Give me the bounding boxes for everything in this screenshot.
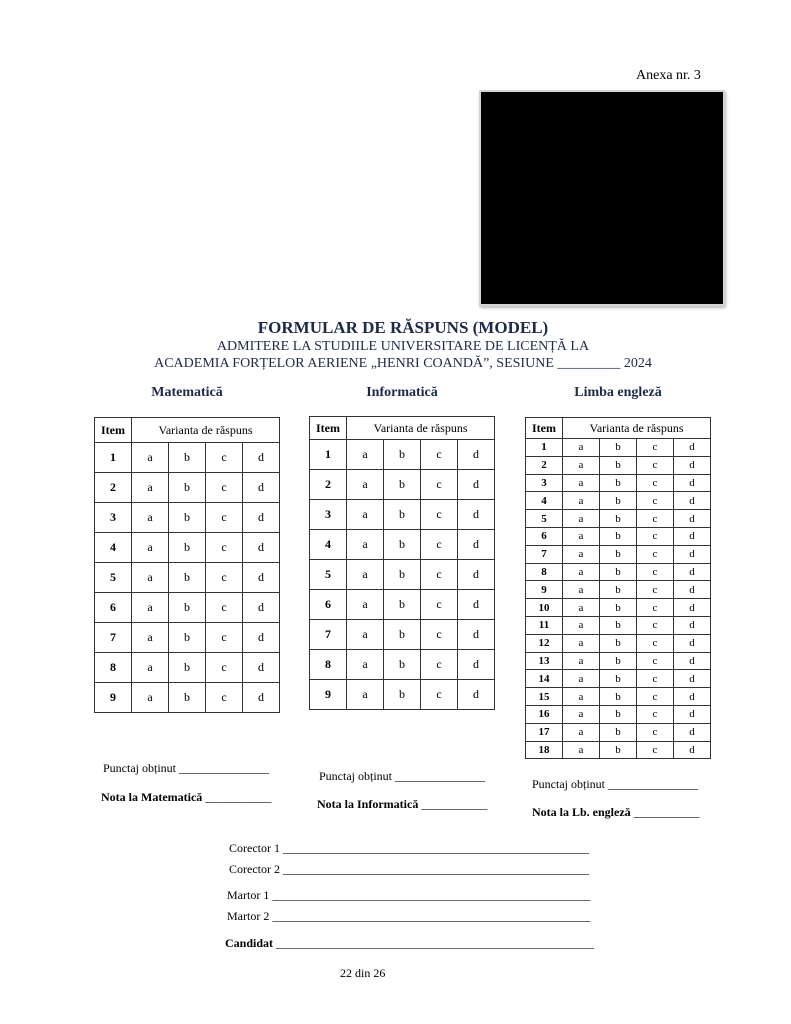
answer-option[interactable]: d [674, 688, 711, 706]
page-number: 22 din 26 [340, 966, 386, 980]
item-header: Item [95, 418, 132, 443]
answer-option[interactable]: b [600, 545, 637, 563]
answer-option[interactable]: d [674, 652, 711, 670]
table-row [95, 473, 280, 503]
answer-option[interactable]: a [132, 473, 169, 503]
answer-option[interactable]: b [600, 492, 637, 510]
answer-option[interactable]: d [458, 470, 495, 500]
answer-option[interactable]: c [421, 500, 458, 530]
answer-option[interactable]: c [206, 563, 243, 593]
answer-option[interactable]: c [206, 623, 243, 653]
table-row [526, 439, 711, 457]
answer-option[interactable]: b [600, 670, 637, 688]
answer-option[interactable]: c [421, 650, 458, 680]
answer-option[interactable]: b [600, 581, 637, 599]
answer-option[interactable]: a [132, 653, 169, 683]
answer-option[interactable]: b [384, 590, 421, 620]
answer-option[interactable]: a [563, 474, 600, 492]
answer-option[interactable]: a [563, 705, 600, 723]
item-number: 4 [95, 533, 132, 563]
answer-option[interactable]: c [637, 510, 674, 528]
table-row [526, 581, 711, 599]
answer-option[interactable]: a [563, 688, 600, 706]
answer-option[interactable]: b [169, 623, 206, 653]
answer-option[interactable]: d [674, 563, 711, 581]
item-header: Item [310, 417, 347, 440]
answer-option[interactable]: b [169, 533, 206, 563]
answer-header: Varianta de răspuns [347, 417, 495, 440]
answer-option[interactable]: d [458, 530, 495, 560]
answer-option[interactable]: d [674, 634, 711, 652]
answer-option[interactable]: a [347, 500, 384, 530]
table-row [526, 652, 711, 670]
answer-option[interactable]: b [384, 500, 421, 530]
grade-blank-math: ___________ [202, 790, 272, 804]
table-row [526, 616, 711, 634]
answer-option[interactable]: b [169, 503, 206, 533]
grade-line-math [101, 790, 271, 805]
answer-option[interactable]: d [674, 545, 711, 563]
table-row [95, 623, 280, 653]
answer-option[interactable]: b [600, 474, 637, 492]
table-row [95, 593, 280, 623]
answer-option[interactable]: d [674, 510, 711, 528]
answer-option[interactable]: d [243, 653, 280, 683]
item-number: 2 [95, 473, 132, 503]
answer-option[interactable]: c [421, 560, 458, 590]
answer-option[interactable]: a [347, 440, 384, 470]
answer-option[interactable]: b [600, 456, 637, 474]
answer-option[interactable]: a [132, 593, 169, 623]
item-number: 4 [310, 530, 347, 560]
table-row [95, 563, 280, 593]
form-subtitle-2: ACADEMIA FORȚELOR AERIENE „HENRI COANDĂ”, SESIUNE _________ 2024 [154, 356, 652, 371]
item-number: 4 [526, 492, 563, 510]
answer-option[interactable]: d [243, 593, 280, 623]
answer-option[interactable]: b [384, 680, 421, 710]
table-row [310, 620, 495, 650]
answer-option[interactable]: a [132, 623, 169, 653]
item-number: 3 [526, 474, 563, 492]
answer-option[interactable]: a [132, 563, 169, 593]
item-number: 9 [526, 581, 563, 599]
answer-option[interactable]: b [169, 653, 206, 683]
answer-option[interactable]: c [206, 653, 243, 683]
score-line-info: Punctaj obținut _______________ [319, 769, 485, 783]
table-row [95, 443, 280, 473]
answer-option[interactable]: d [674, 474, 711, 492]
answer-option[interactable]: c [637, 741, 674, 759]
grade-line-info [317, 797, 487, 812]
answer-option[interactable]: c [206, 443, 243, 473]
answer-option[interactable]: d [243, 473, 280, 503]
answer-option[interactable]: b [600, 705, 637, 723]
answer-option[interactable]: d [243, 563, 280, 593]
answer-option[interactable]: b [600, 652, 637, 670]
answer-option[interactable]: d [243, 623, 280, 653]
section-title-info: Informatică [366, 385, 438, 400]
answer-option[interactable]: c [206, 683, 243, 713]
table-row [95, 683, 280, 713]
answer-option[interactable]: a [563, 634, 600, 652]
answer-option[interactable]: a [132, 683, 169, 713]
score-line-english: Punctaj obținut _______________ [532, 777, 698, 791]
item-number: 13 [526, 652, 563, 670]
signature-corector-2: Corector 2 ___________________________________________________ [229, 862, 589, 876]
answer-option[interactable]: b [384, 560, 421, 590]
table-row [95, 653, 280, 683]
answer-option[interactable]: d [458, 440, 495, 470]
answer-option[interactable]: c [637, 670, 674, 688]
item-number: 2 [310, 470, 347, 500]
answer-option[interactable]: b [169, 443, 206, 473]
table-row [526, 741, 711, 759]
item-number: 7 [526, 545, 563, 563]
answer-option[interactable]: c [637, 474, 674, 492]
table-row [310, 590, 495, 620]
answer-option[interactable]: a [132, 533, 169, 563]
answer-option[interactable]: d [674, 670, 711, 688]
answer-option[interactable]: a [563, 723, 600, 741]
answer-option[interactable]: c [637, 634, 674, 652]
photo-placeholder [481, 92, 723, 304]
item-number: 5 [310, 560, 347, 590]
answer-option[interactable]: d [674, 492, 711, 510]
item-number: 6 [526, 527, 563, 545]
answer-option[interactable]: b [600, 439, 637, 457]
table-row [526, 456, 711, 474]
item-number: 15 [526, 688, 563, 706]
item-number: 6 [310, 590, 347, 620]
answer-option[interactable]: b [600, 616, 637, 634]
answer-option[interactable]: a [347, 530, 384, 560]
answer-option[interactable]: c [421, 440, 458, 470]
answer-option[interactable]: d [243, 683, 280, 713]
answer-option[interactable]: d [243, 503, 280, 533]
answer-option[interactable]: a [563, 741, 600, 759]
answer-option[interactable]: d [458, 590, 495, 620]
item-number: 8 [95, 653, 132, 683]
item-number: 7 [310, 620, 347, 650]
answer-option[interactable]: b [600, 563, 637, 581]
answer-table-info [309, 416, 495, 710]
answer-option[interactable]: a [347, 560, 384, 590]
answer-option[interactable]: a [347, 650, 384, 680]
table-row [310, 500, 495, 530]
table-row [526, 563, 711, 581]
answer-option[interactable]: c [637, 705, 674, 723]
signature-corector-1: Corector 1 ___________________________________________________ [229, 841, 589, 855]
answer-header: Varianta de răspuns [132, 418, 280, 443]
answer-option[interactable]: b [169, 563, 206, 593]
answer-option[interactable]: d [674, 723, 711, 741]
section-title-math: Matematică [151, 385, 223, 400]
answer-option[interactable]: b [169, 683, 206, 713]
answer-option[interactable]: b [600, 510, 637, 528]
answer-table-math [94, 417, 280, 713]
answer-option[interactable]: b [384, 470, 421, 500]
item-number: 2 [526, 456, 563, 474]
answer-option[interactable]: a [132, 443, 169, 473]
item-header: Item [526, 418, 563, 439]
answer-option[interactable]: c [206, 503, 243, 533]
item-number: 17 [526, 723, 563, 741]
signature-martor-1: Martor 1 _____________________________________________________ [227, 888, 591, 902]
answer-option[interactable]: a [347, 590, 384, 620]
answer-option[interactable]: b [384, 650, 421, 680]
table-row [526, 705, 711, 723]
answer-option[interactable]: d [458, 680, 495, 710]
table-row [310, 680, 495, 710]
answer-option[interactable]: b [600, 634, 637, 652]
answer-option[interactable]: c [421, 620, 458, 650]
candidat-label: Candidat [225, 936, 274, 950]
answer-option[interactable]: a [347, 470, 384, 500]
score-line-math: Punctaj obținut _______________ [103, 761, 269, 775]
answer-option[interactable]: c [421, 530, 458, 560]
answer-option[interactable]: a [563, 527, 600, 545]
answer-option[interactable]: d [458, 650, 495, 680]
answer-option[interactable]: c [637, 688, 674, 706]
answer-option[interactable]: c [637, 563, 674, 581]
table-row [526, 599, 711, 617]
table-row [526, 723, 711, 741]
answer-option[interactable]: d [674, 527, 711, 545]
answer-option[interactable]: a [563, 670, 600, 688]
item-number: 8 [310, 650, 347, 680]
answer-option[interactable]: a [132, 503, 169, 533]
answer-option[interactable]: c [637, 581, 674, 599]
annex-label: Anexa nr. 3 [636, 68, 701, 83]
answer-option[interactable]: d [674, 705, 711, 723]
table-row [310, 560, 495, 590]
answer-option[interactable]: c [206, 473, 243, 503]
form-subtitle-1: ADMITERE LA STUDIILE UNIVERSITARE DE LICENȚĂ LA [216, 339, 590, 354]
answer-option[interactable]: d [458, 560, 495, 590]
item-number: 3 [95, 503, 132, 533]
item-number: 8 [526, 563, 563, 581]
form-title: FORMULAR DE RĂSPUNS (MODEL) [257, 318, 549, 337]
answer-option[interactable]: d [674, 581, 711, 599]
table-row [310, 470, 495, 500]
answer-option[interactable]: b [169, 593, 206, 623]
answer-option[interactable]: c [206, 533, 243, 563]
section-title-english: Limba engleză [574, 385, 662, 400]
answer-option[interactable]: d [243, 443, 280, 473]
answer-option[interactable]: a [563, 652, 600, 670]
grade-blank-english: ___________ [630, 805, 700, 819]
answer-option[interactable]: b [600, 688, 637, 706]
table-row [526, 510, 711, 528]
answer-option[interactable]: b [600, 527, 637, 545]
answer-header: Varianta de răspuns [563, 418, 711, 439]
answer-option[interactable]: d [243, 533, 280, 563]
table-row [95, 533, 280, 563]
answer-option[interactable]: a [347, 680, 384, 710]
answer-option[interactable]: b [600, 723, 637, 741]
item-number: 6 [95, 593, 132, 623]
answer-option[interactable]: a [563, 616, 600, 634]
answer-option[interactable]: c [421, 470, 458, 500]
answer-option[interactable]: d [674, 599, 711, 617]
answer-option[interactable]: c [637, 599, 674, 617]
table-row [526, 474, 711, 492]
table-row [526, 670, 711, 688]
answer-option[interactable]: d [674, 439, 711, 457]
answer-option[interactable]: c [637, 456, 674, 474]
answer-option[interactable]: b [600, 741, 637, 759]
item-number: 10 [526, 599, 563, 617]
table-row [526, 688, 711, 706]
item-number: 11 [526, 616, 563, 634]
answer-option[interactable]: d [674, 456, 711, 474]
answer-option[interactable]: c [421, 680, 458, 710]
item-number: 12 [526, 634, 563, 652]
table-row [310, 530, 495, 560]
answer-option[interactable]: c [637, 723, 674, 741]
grade-label-info: Nota la Informatică [317, 797, 419, 811]
grade-blank-info: ___________ [418, 797, 488, 811]
item-number: 9 [310, 680, 347, 710]
answer-table-english [525, 417, 711, 759]
item-number: 1 [310, 440, 347, 470]
answer-option[interactable]: a [563, 545, 600, 563]
answer-option[interactable]: a [563, 439, 600, 457]
answer-option[interactable]: a [347, 620, 384, 650]
signature-candidat [225, 936, 594, 951]
table-row [526, 634, 711, 652]
answer-option[interactable]: c [637, 616, 674, 634]
answer-option[interactable]: a [563, 492, 600, 510]
answer-option[interactable]: c [421, 590, 458, 620]
table-row [95, 503, 280, 533]
answer-option[interactable]: b [600, 599, 637, 617]
answer-option[interactable]: c [206, 593, 243, 623]
signature-martor-2: Martor 2 _____________________________________________________ [227, 909, 591, 923]
table-row [526, 545, 711, 563]
grade-line-english [532, 805, 700, 820]
answer-option[interactable]: a [563, 599, 600, 617]
item-number: 16 [526, 705, 563, 723]
answer-option[interactable]: b [169, 473, 206, 503]
answer-option[interactable]: c [637, 492, 674, 510]
answer-option[interactable]: a [563, 510, 600, 528]
grade-label-english: Nota la Lb. engleză [532, 805, 631, 819]
answer-option[interactable]: c [637, 527, 674, 545]
table-row [310, 440, 495, 470]
answer-option[interactable]: a [563, 456, 600, 474]
table-row [310, 650, 495, 680]
answer-option[interactable]: d [458, 500, 495, 530]
item-number: 7 [95, 623, 132, 653]
answer-option[interactable]: d [674, 616, 711, 634]
grade-label-math: Nota la Matematică [101, 790, 203, 804]
answer-option[interactable]: a [563, 581, 600, 599]
answer-option[interactable]: a [563, 563, 600, 581]
item-number: 1 [526, 439, 563, 457]
answer-option[interactable]: b [384, 620, 421, 650]
candidat-blank: _____________________________________________________ [273, 936, 595, 950]
answer-option[interactable]: c [637, 439, 674, 457]
table-row [526, 492, 711, 510]
table-row [526, 527, 711, 545]
answer-option[interactable]: d [674, 741, 711, 759]
answer-option[interactable]: b [384, 530, 421, 560]
answer-option[interactable]: c [637, 652, 674, 670]
answer-option[interactable]: b [384, 440, 421, 470]
answer-option[interactable]: c [637, 545, 674, 563]
item-number: 9 [95, 683, 132, 713]
item-number: 18 [526, 741, 563, 759]
item-number: 1 [95, 443, 132, 473]
item-number: 3 [310, 500, 347, 530]
item-number: 5 [526, 510, 563, 528]
answer-option[interactable]: d [458, 620, 495, 650]
item-number: 14 [526, 670, 563, 688]
item-number: 5 [95, 563, 132, 593]
